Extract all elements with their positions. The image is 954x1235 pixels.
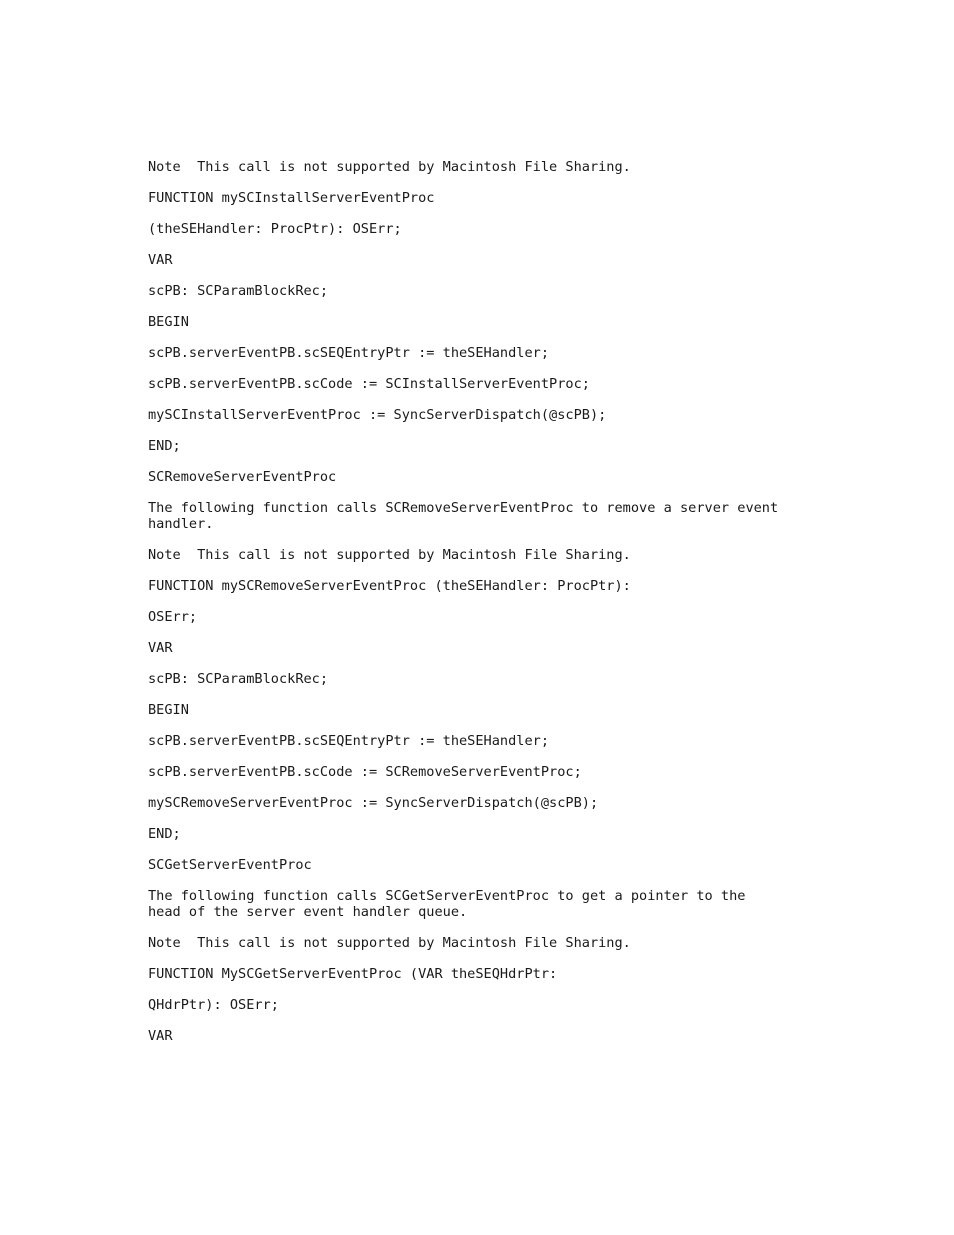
note-line: Note This call is not supported by Macintosh File Sharing. [148,159,631,175]
code-line: BEGIN [148,314,189,330]
section-heading: SCGetServerEventProc [148,857,312,873]
code-line: mySCInstallServerEventProc := SyncServerDispatch(@scPB); [148,407,607,423]
code-line: QHdrPtr): OSErr; [148,997,279,1013]
code-line: scPB.serverEventPB.scCode := SCRemoveServerEventProc; [148,764,582,780]
code-line: scPB.serverEventPB.scCode := SCInstallServerEventProc; [148,376,590,392]
code-line: scPB: SCParamBlockRec; [148,283,329,299]
code-line: FUNCTION MySCGetServerEventProc (VAR theSEQHdrPtr: [148,966,558,982]
code-line: scPB.serverEventPB.scSEQEntryPtr := theSEHandler; [148,733,550,749]
note-line: Note This call is not supported by Macintosh File Sharing. [148,935,631,951]
code-line: END; [148,826,181,842]
code-line: FUNCTION mySCInstallServerEventProc [148,190,435,206]
code-line: VAR [148,1028,173,1044]
code-line: OSErr; [148,609,198,625]
code-line: END; [148,438,181,454]
code-line: BEGIN [148,702,189,718]
description-paragraph: The following function calls SCRemoveServerEventProc to remove a server event handler. [148,500,779,532]
code-line: scPB: SCParamBlockRec; [148,671,329,687]
section-heading: SCRemoveServerEventProc [148,469,337,485]
code-line: (theSEHandler: ProcPtr): OSErr; [148,221,402,237]
code-line: VAR [148,252,173,268]
note-line: Note This call is not supported by Macintosh File Sharing. [148,547,631,563]
code-line: scPB.serverEventPB.scSEQEntryPtr := theSEHandler; [148,345,550,361]
document-body [148,159,808,1059]
description-paragraph: The following function calls SCGetServerEventProc to get a pointer to the head of the server event handler queue. [148,888,746,920]
code-line: FUNCTION mySCRemoveServerEventProc (theSEHandler: ProcPtr): [148,578,631,594]
code-line: mySCRemoveServerEventProc := SyncServerDispatch(@scPB); [148,795,599,811]
code-line: VAR [148,640,173,656]
